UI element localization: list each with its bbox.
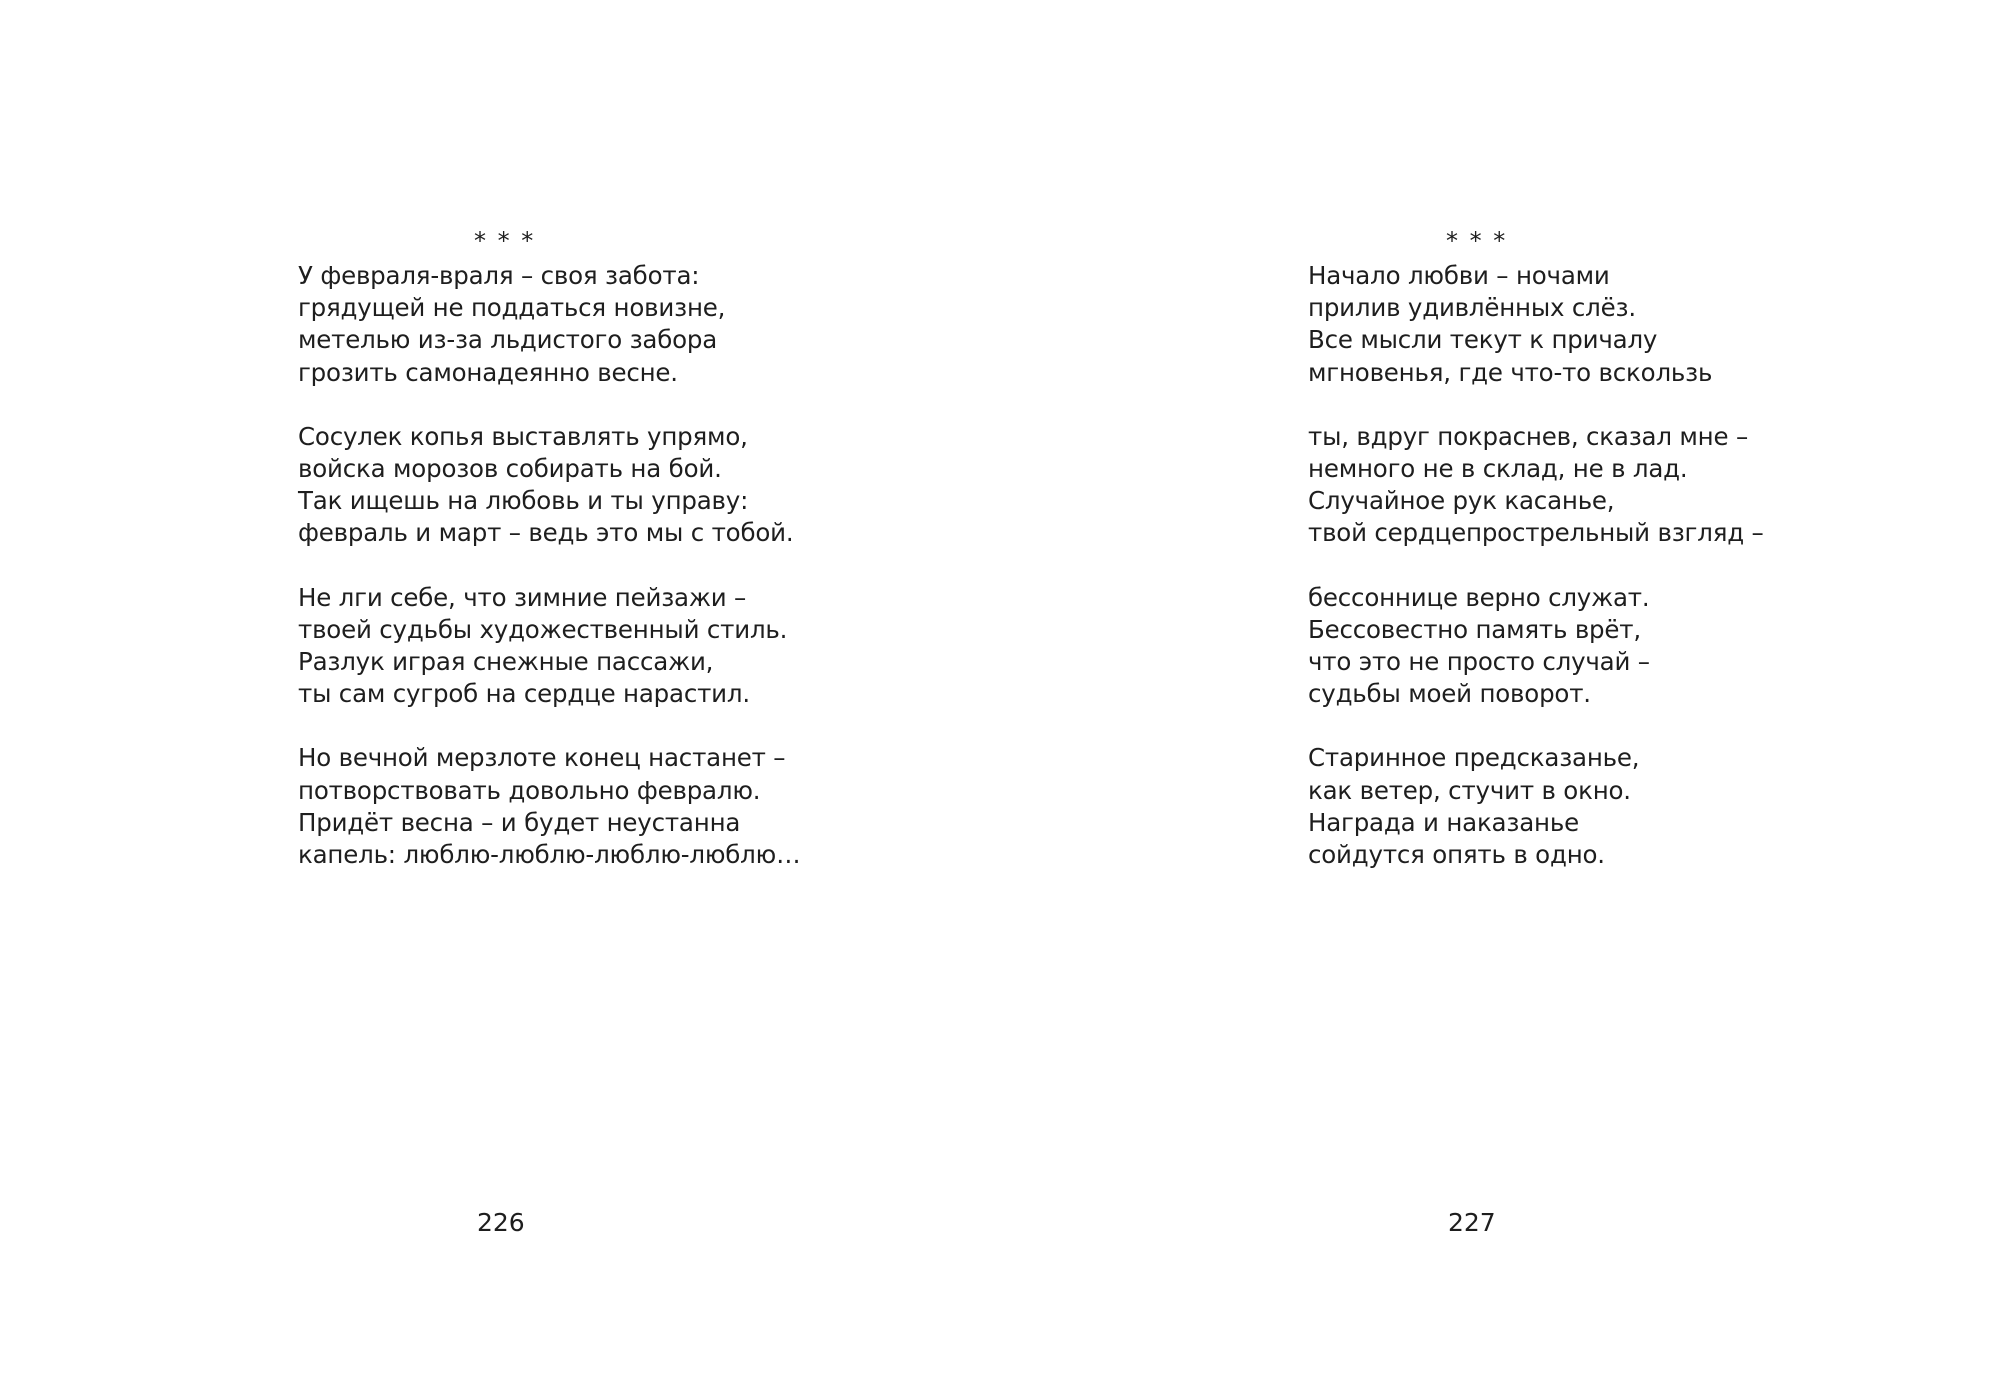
poem-line: Так ищешь на любовь и ты управу: [298, 486, 749, 516]
poem-line: войска морозов собирать на бой. [298, 454, 722, 484]
poem-line: как ветер, стучит в окно. [1308, 775, 1631, 805]
poem-line: твоей судьбы художественный стиль. [298, 614, 788, 644]
stanza-list [298, 260, 800, 903]
poem-line: Старинное предсказанье, [1308, 743, 1640, 773]
poem-line: твой сердцепрострельный взгляд – [1308, 518, 1764, 548]
page-number: 226 [477, 1208, 525, 1237]
poem-line: Придёт весна – и будет неустанна [298, 807, 741, 837]
poem-line: немного не в склад, не в лад. [1308, 454, 1688, 484]
poem-line: У февраля-враля – своя забота: [298, 261, 700, 290]
poem-line: судьбы моей поворот. [1308, 679, 1591, 709]
poem-line: метелью из-за льдистого забора [298, 325, 718, 355]
poem-line: прилив удивлённых слёз. [1308, 293, 1636, 323]
poem-line: Все мысли текут к причалу [1308, 325, 1658, 355]
poem-line: Не лги себе, что зимние пейзажи – [298, 582, 747, 612]
poem-line: ты, вдруг покраснев, сказал мне – [1308, 421, 1749, 451]
poem-line: февраль и март – ведь это мы с тобой. [298, 518, 794, 548]
poem-line: Разлук играя снежные пассажи, [298, 647, 714, 677]
stanza [298, 421, 800, 550]
poem-line: ты сам сугроб на сердце нарастил. [298, 679, 750, 709]
poem-line: Начало любви – ночами [1308, 261, 1610, 290]
stanza [298, 742, 800, 871]
left-page [0, 0, 1004, 1386]
poem-line: потворствовать довольно февралю. [298, 775, 761, 805]
poem-line: грядущей не поддаться новизне, [298, 293, 726, 323]
poem-line: Бессовестно память врёт, [1308, 614, 1641, 644]
poem-line: что это не просто случай – [1308, 647, 1650, 677]
poem-line: мгновенья, где что-то вскользь [1308, 357, 1713, 387]
stanza-list [1308, 260, 1764, 903]
stanza [1308, 421, 1764, 550]
poem-line: грозить самонадеянно весне. [298, 357, 678, 387]
poem-separator: * * * [474, 227, 536, 255]
poem-line: сойдутся опять в одно. [1308, 840, 1605, 870]
stanza [298, 260, 800, 389]
poem-line: бессоннице верно служат. [1308, 582, 1650, 612]
poem-separator: * * * [1446, 227, 1508, 255]
poem-line: капель: люблю-люблю-люблю-люблю… [298, 840, 801, 870]
poem-line: Награда и наказанье [1308, 807, 1579, 837]
stanza [298, 582, 800, 711]
poem-line: Но вечной мерзлоте конец настанет – [298, 743, 786, 773]
page-number: 227 [1448, 1208, 1496, 1237]
poem-line: Сосулек копья выставлять упрямо, [298, 421, 748, 451]
stanza [1308, 260, 1764, 389]
stanza [1308, 742, 1764, 871]
poem-line: Случайное рук касанье, [1308, 486, 1615, 516]
right-page [1004, 0, 2009, 1386]
stanza [1308, 582, 1764, 711]
